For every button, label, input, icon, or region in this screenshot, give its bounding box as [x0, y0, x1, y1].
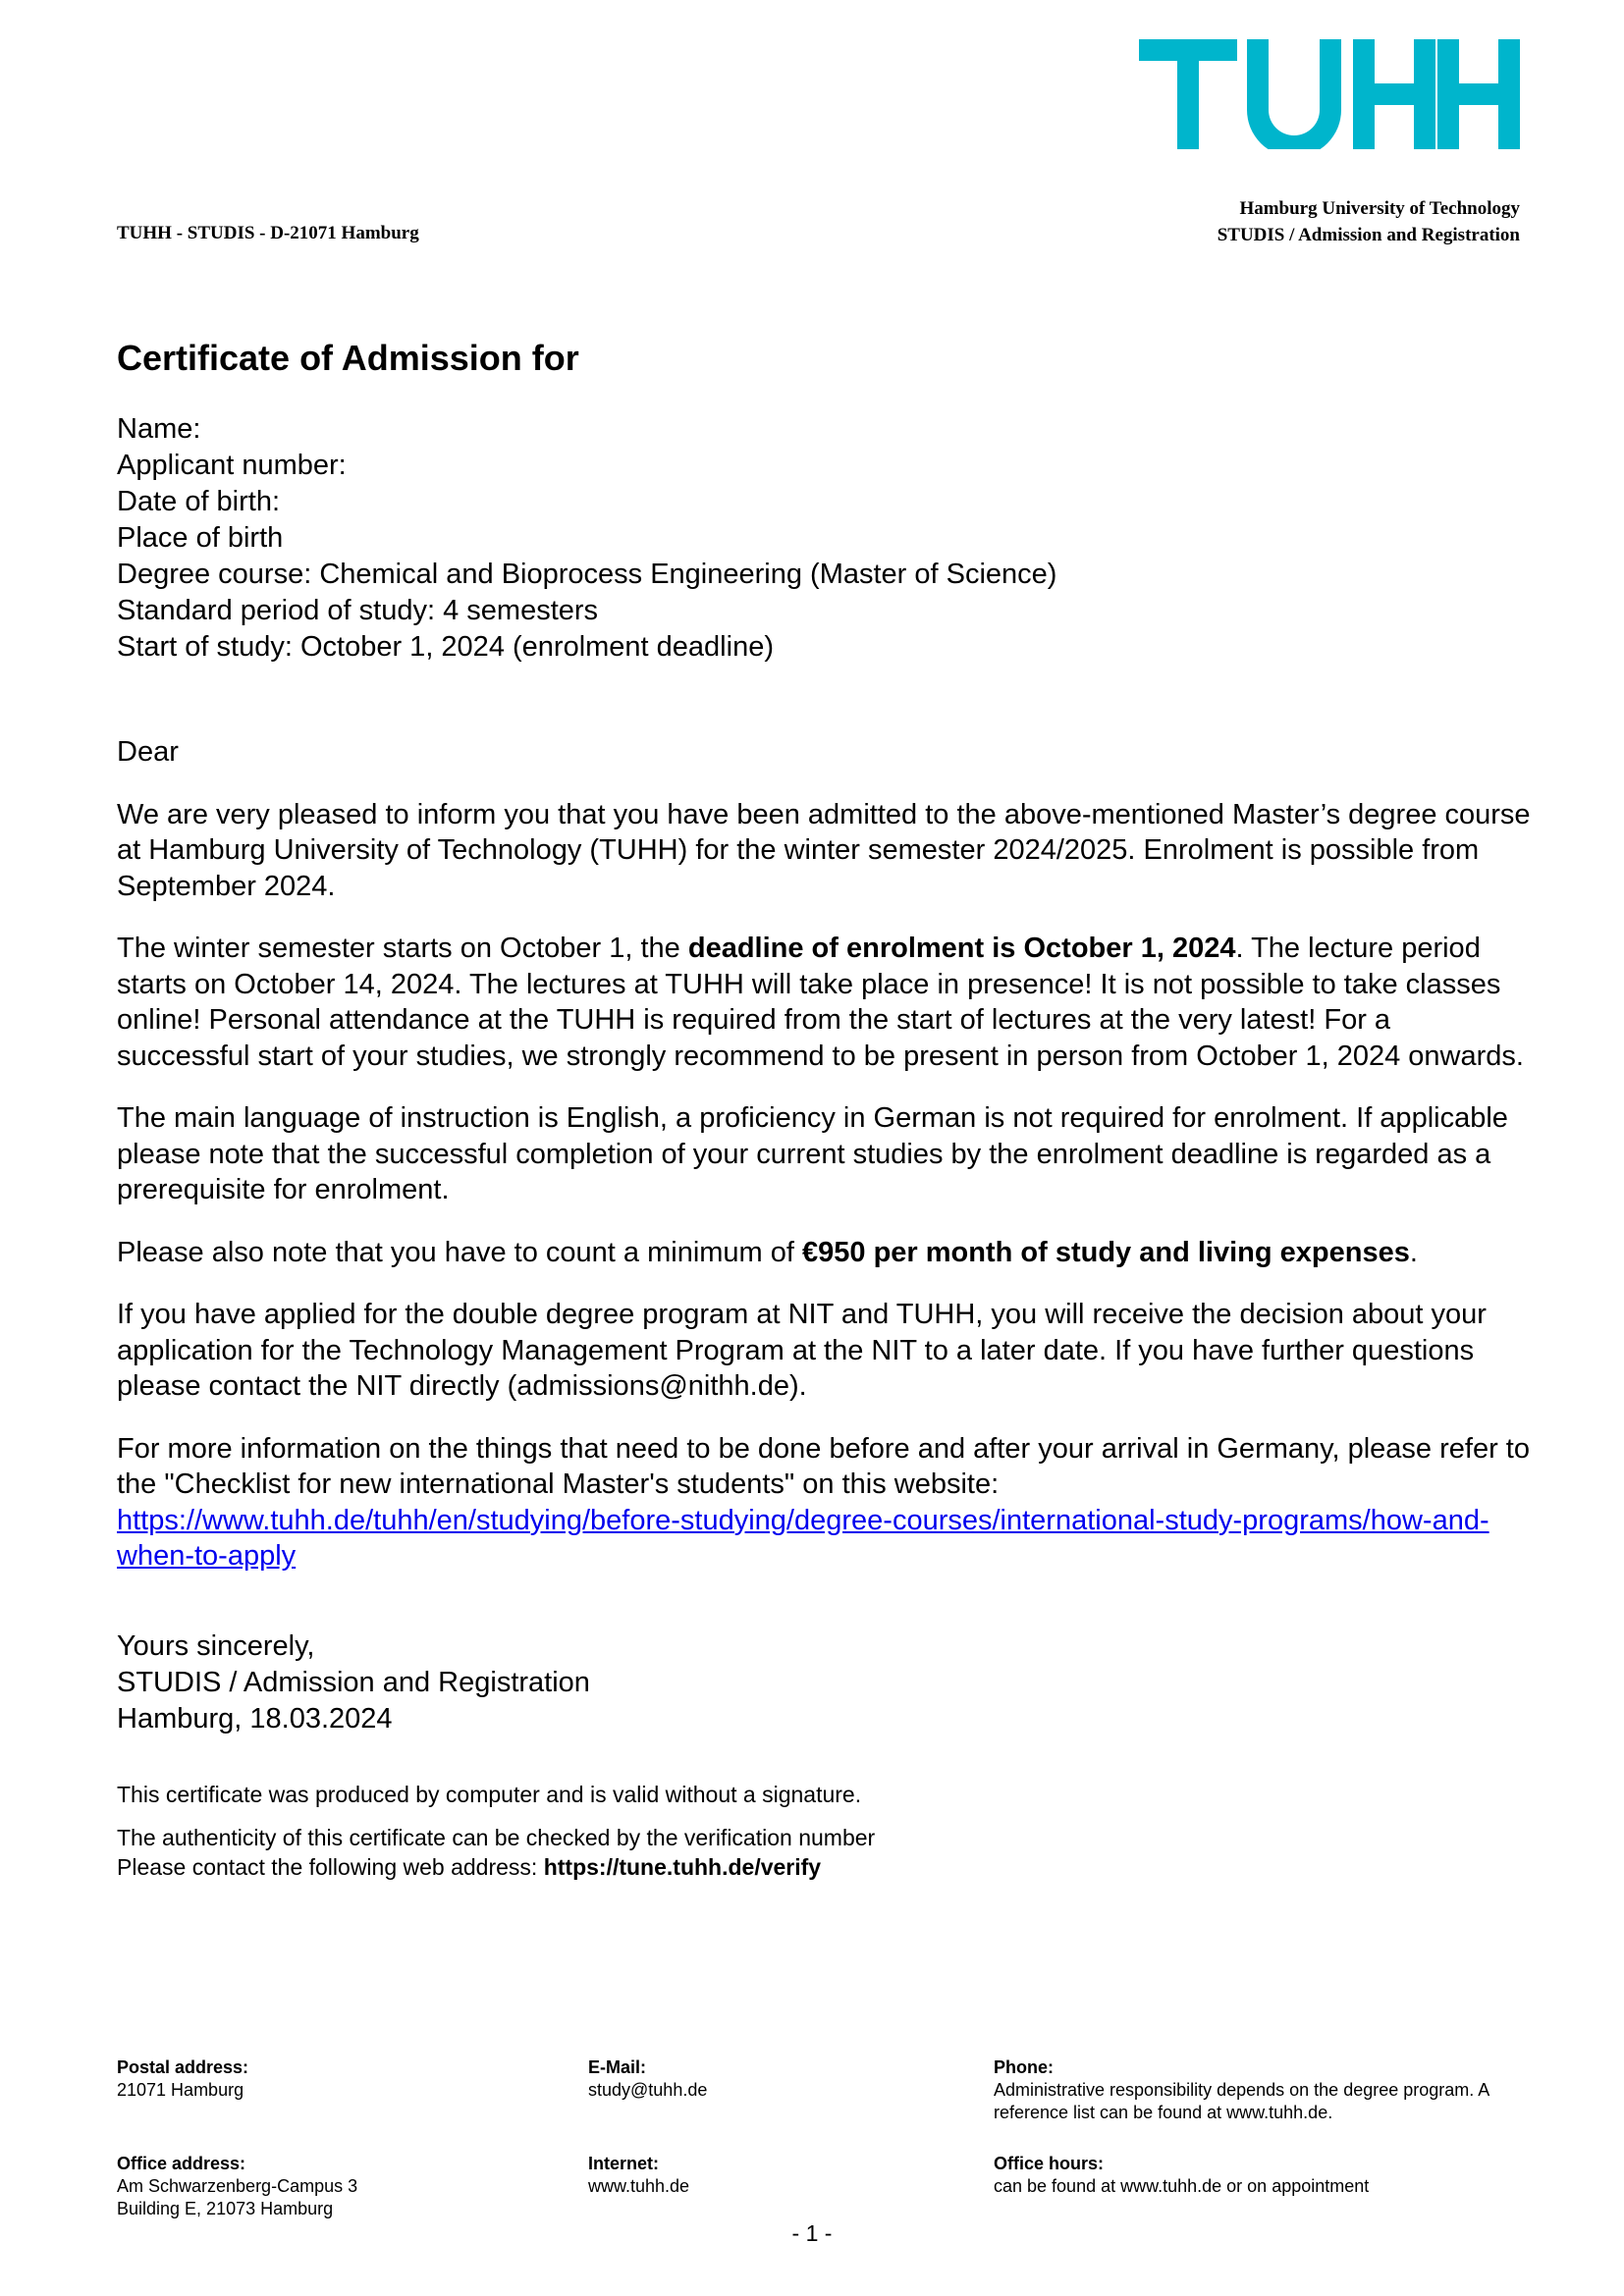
- certificate-notes: [117, 1780, 875, 1896]
- footer-postal: [117, 2056, 667, 2102]
- name-label: Name:: [117, 413, 201, 445]
- text: . The lecture period starts on October 14, 2024. The lectures at TUHH will take place in presence! It is not possible to take classes online! Personal attendance at the TUHH is required from the start of lectures at the very latest! For a successful start of your studies, we strongly recommend to be present in person from October 1, 2024 onwards.: [117, 933, 1524, 1072]
- text: Please contact the following web address:: [117, 1854, 544, 1880]
- living-expenses: €950 per month of study and living expenses: [802, 1236, 1410, 1268]
- footer-head: Postal address:: [117, 2057, 249, 2077]
- footer-phone: [994, 2056, 1563, 2124]
- text: Please also note that you have to count a minimum of: [117, 1236, 803, 1268]
- university-name: Hamburg University of Technology: [1239, 198, 1520, 219]
- university-block: [1218, 195, 1520, 248]
- footer-office-hours: [994, 2153, 1563, 2198]
- page-number: - 1 -: [791, 2220, 833, 2246]
- start-of-study: Start of study: October 1, 2024 (enrolment deadline): [117, 631, 774, 663]
- sender-address-line: TUHH - STUDIS - D-21071 Hamburg: [117, 223, 419, 243]
- date-of-birth-label: Date of birth:: [117, 486, 281, 517]
- footer-value: Administrative responsibility depends on the degree program. A reference list can be found at www.tuhh.de.: [994, 2080, 1489, 2122]
- footer-head: Phone:: [994, 2057, 1054, 2077]
- paragraph-double-degree: If you have applied for the double degree program at NIT and TUHH, you will receive the decision about your application for the Technology Management Program at the NIT to a later date. If you have further questions please contact the NIT directly (admissions@nithh.de).: [117, 1299, 1487, 1402]
- text: The winter semester starts on October 1, the: [117, 933, 688, 964]
- footer-value: Am Schwarzenberg-Campus 3: [117, 2176, 358, 2196]
- place-of-birth-label: Place of birth: [117, 522, 284, 554]
- verify-url[interactable]: https://tune.tuhh.de/verify: [543, 1854, 822, 1880]
- computer-note: This certificate was produced by computer and is valid without a signature.: [117, 1782, 862, 1807]
- letter-body: [117, 734, 1531, 1601]
- paragraph-admission: We are very pleased to inform you that you have been admitted to the above-mentioned Master’s degree course at Hamburg University of Technology (TUHH) for the winter semester 2024/2025. Enrolment is possible from September 2024.: [117, 798, 1531, 902]
- standard-period: Standard period of study: 4 semesters: [117, 595, 599, 626]
- text: The authenticity of this certificate can be checked by the verification number: [117, 1825, 876, 1850]
- footer-value: www.tuhh.de: [588, 2176, 690, 2196]
- salutation: Dear: [117, 736, 179, 768]
- regards: Yours sincerely,: [117, 1630, 315, 1662]
- paragraph-language: The main language of instruction is English, a proficiency in German is not required for enrolment. If applicable please note that the successful completion of your current studies by the enrolment deadline is regarded as a prerequisite for enrolment.: [117, 1102, 1508, 1205]
- footer-value: can be found at www.tuhh.de or on appointment: [994, 2176, 1370, 2196]
- checklist-link[interactable]: https://www.tuhh.de/tuhh/en/studying/before-studying/degree-courses/international-study-programs/how-and-when-to-apply: [117, 1504, 1489, 1572]
- closing-block: [117, 1629, 590, 1737]
- footer-value: 21071 Hamburg: [117, 2080, 244, 2100]
- footer-value: study@tuhh.de: [588, 2080, 708, 2100]
- applicant-number-label: Applicant number:: [117, 450, 347, 481]
- closing-office: STUDIS / Admission and Registration: [117, 1667, 590, 1698]
- tuhh-logo: [1139, 39, 1520, 149]
- footer-head: Internet:: [588, 2154, 659, 2173]
- department-name: STUDIS / Admission and Registration: [1217, 225, 1520, 245]
- paragraph-semester: [117, 931, 1531, 1074]
- degree-course: Degree course: Chemical and Bioprocess Engineering (Master of Science): [117, 559, 1057, 590]
- footer-head: Office hours:: [994, 2154, 1105, 2173]
- paragraph-checklist: [117, 1431, 1531, 1575]
- enrolment-deadline: deadline of enrolment is October 1, 2024: [687, 933, 1236, 964]
- text: For more information on the things that need to be done before and after your arrival in Germany, please refer to the "Checklist for new international Master's students" on this website:: [117, 1432, 1530, 1500]
- paragraph-expenses: [117, 1235, 1531, 1271]
- footer-office-address: [117, 2153, 667, 2220]
- footer-value: Building E, 21073 Hamburg: [117, 2199, 334, 2218]
- verification-note: [117, 1823, 875, 1882]
- applicant-details: [117, 411, 1056, 666]
- certificate-title: Certificate of Admission for: [117, 338, 579, 378]
- place-date: Hamburg, 18.03.2024: [117, 1703, 393, 1735]
- text: .: [1409, 1236, 1418, 1268]
- footer-head: E-Mail:: [588, 2057, 647, 2077]
- footer-head: Office address:: [117, 2154, 246, 2173]
